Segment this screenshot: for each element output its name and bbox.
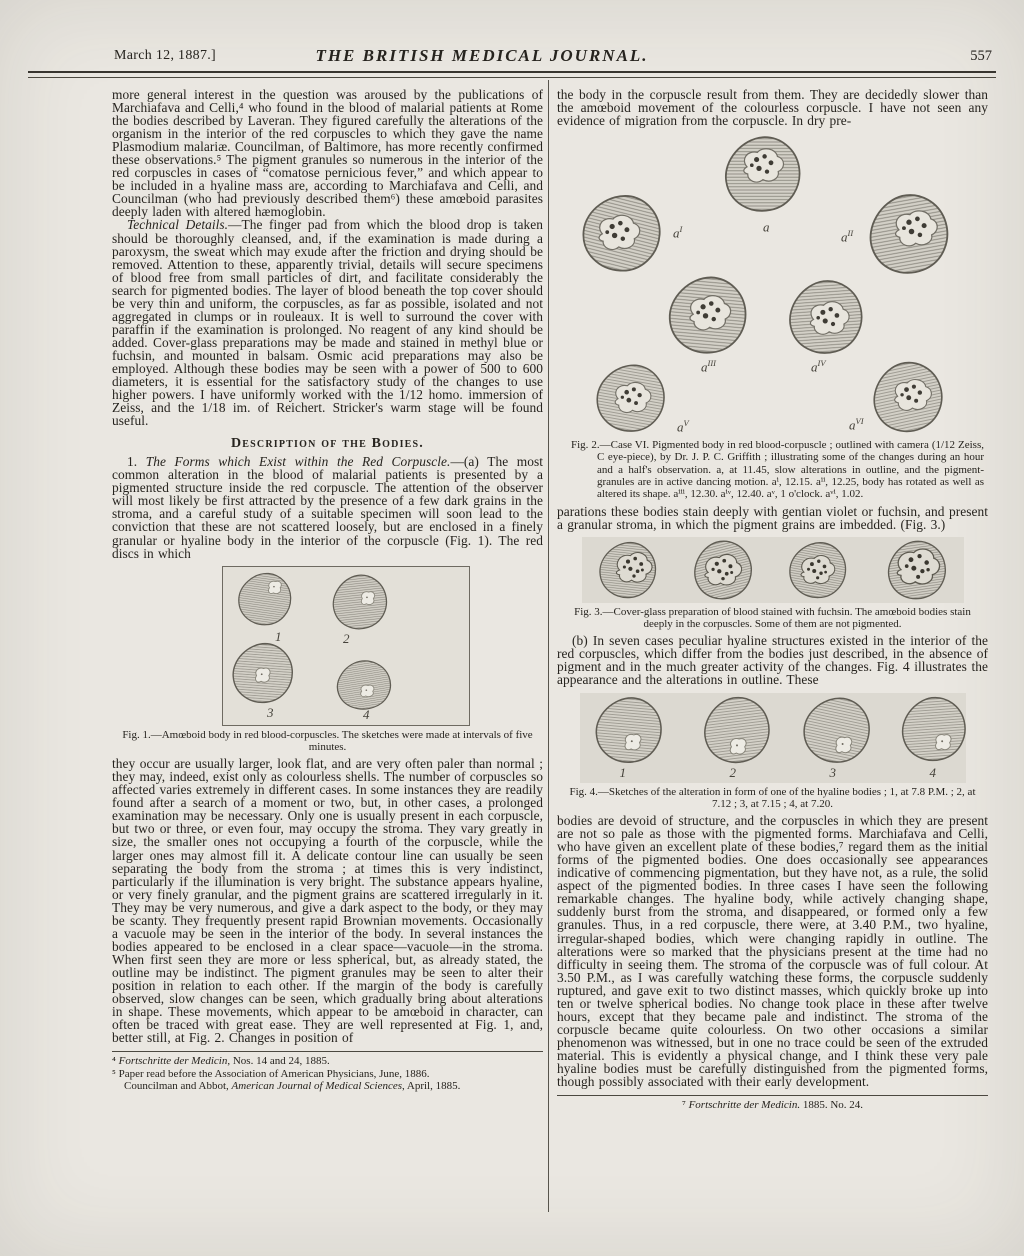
corpuscle-drawing <box>787 278 865 356</box>
figure-3-caption: Fig. 3.—Cover-glass preparation of blood stained with fuchsin. The amœboid bodies stain deeply in the corpuscles. Some of them are not pigmented. <box>574 605 971 631</box>
header-date: March 12, 1887.] <box>114 48 216 63</box>
figure-4-label: 2 <box>729 764 736 780</box>
left-column <box>112 88 543 1093</box>
figure-2-caption: Fig. 2.—Case VI. Pigmented body in red blood-corpuscle ; outlined with camera (1/12 Zeiss, C eye-piece), by Dr. J. P. C. Griffith ; illustrating some of the changes during an hour and a half's observation. a, at 11.45, slow alterations in outline, and the pigment-granules are in active dancing motion. aⁱ, 12.15. aⁱⁱ, 12.25, body has rotated as well as altered its shape. aⁱⁱⁱ, 12.30. aⁱᵛ, 12.40. aᵛ, 1 o'clock. aᵛⁱ, 1.02. <box>571 439 984 501</box>
right-column <box>557 88 988 1112</box>
figure-4-label: 3 <box>829 764 836 780</box>
header-rule-light <box>28 77 996 78</box>
corpuscle-drawing <box>231 641 295 705</box>
corpuscle-drawing <box>702 695 772 765</box>
figure-1-label: 4 <box>363 706 370 722</box>
paragraph-lead-italic: The Forms which Exist within the Red Corpuscle. <box>145 454 451 470</box>
corpuscle-drawing <box>723 134 803 214</box>
article-paragraph: Technical Details.—The finger pad from which the blood drop is taken should be thoroughly cleansed, and, if the examination is made during a paroxysm, the sweat which may exude after the friction and drying should be removed. Attention to these, apparently trivial, details will secure specimens of blood free from small particles of dirt, and facilitate considerably the search for pigmented bodies. The layer of blood beneath the top cover should be very thin and uniform, the corpuscles, as far as possible, isolated and not aggregated in clumps or in rouleaux. It is well to surround the cover with paraffin if the examination is prolonged. No reagent of any kind should be added. Cover-glass preparations may be made and stained in methyl blue or fuchsin, and mounted in balsam. Osmic acid preparations may also be employed. Although these bodies may be seen with a power of 500 to 600 diameters, it is essential for the satisfactory study of the changes to use higher powers. I have uniformly worked with the 1/12 homo. immersion of Zeiss, and the 1/18 im. of Reichert. Stricker's warm stage will be found useful. <box>112 217 543 429</box>
corpuscle-drawing <box>595 362 667 434</box>
figure-1 <box>222 566 470 726</box>
section-heading: Description of the Bodies. <box>230 436 424 452</box>
article-paragraph: 1. The Forms which Exist within the Red Corpuscle.—(a) The most common alteration in the blood of malarial patients is presented by a pigmented structure inside the red corpuscle. The attention of the observer will most likely be first attracted by the presence of a few dark grains in the stroma, and a careful study of a suitable specimen will soon lead to the conviction that these are not scattered loosely, but are enclosed in a finely granular or hyaline body in the interior of the corpuscle (Fig. 1). The red discs in which <box>112 454 543 561</box>
header-rule-heavy <box>28 71 996 73</box>
figure-1-label: 1 <box>275 628 282 644</box>
corpuscle-drawing <box>886 539 948 601</box>
corpuscle-drawing <box>598 540 658 600</box>
article-paragraph: bodies are devoid of structure, and the corpuscles in which they are present are not so pale as those with the pigmented forms. Marchiafava and Celli, who have given an excellent plate of these bodies,⁷ regard them as the initial forms of the pigmented bodies. One does occasionally see appearances indicative of commencing pigmentation, but they have not, as a rule, the solid aspect of the pigmented bodies. In three cases I have seen the following remarkable changes. The hyaline body, while actively changing shape, suddenly burst from the stroma, and disappeared, or formed only a few granules. Thus, in a red corpuscle, there were, at 3.40 P.M., two hyaline, irregular-shaped bodies, which were changing rapidly in outline. The alterations were so marked that the physicians present at the time had no difficulty in seeing them. The stroma of the corpuscle was of full colour. At 3.50 P.M., as I was carefully watching these forms, the corpuscle suddenly ruptured, and gave exit to two distinct masses, which quickly broke up into ten or twelve spherical bodies. No change took place in these after twelve hours, except that they became pale and indistinct. The stroma of the corpuscle became quite colourless. On two other occasions a similar phenomenon was witnessed, but in one no trace could be seen of the extruded material. This is evidently a physical change, and I think these very pale hyaline bodies must be carefully distinguished from the pigmented forms, though possibly associated with their early development. <box>557 813 988 1090</box>
figure-3 <box>582 537 964 603</box>
figure-2 <box>573 134 985 434</box>
article-paragraph: the body in the corpuscle result from them. They are decidedly slower than the amœboid movement of the colourless corpuscle. I have not seen any evidence of migration from the corpuscle. In dry pre- <box>557 87 988 129</box>
corpuscle-drawing <box>788 540 848 600</box>
corpuscle-drawing <box>335 659 393 711</box>
corpuscle-drawing <box>692 539 754 601</box>
figure-1-label: 3 <box>267 704 274 720</box>
corpuscle-drawing <box>871 360 945 434</box>
paragraph-lead-italic: Technical Details. <box>127 217 229 233</box>
footnote: Councilman and Abbot, American Journal of Medical Sciences, April, 1885. <box>124 1080 461 1093</box>
corpuscle-drawing <box>867 192 951 276</box>
figure-4-label: 1 <box>619 764 626 780</box>
footnote-rule <box>112 1051 543 1052</box>
figure-4-caption: Fig. 4.—Sketches of the alteration in form of one of the hyaline bodies ; 1, at 7.8 P.M. ; 2, at 7.12 ; 3, at 7.15 ; 4, at 7.20. <box>569 785 976 810</box>
journal-title: THE BRITISH MEDICAL JOURNAL. <box>315 46 649 65</box>
corpuscle-drawing <box>581 192 663 274</box>
footnote: ⁵ Paper read before the Association of American Physicians, June, 1886. <box>112 1067 430 1080</box>
page-number: 557 <box>970 48 992 64</box>
figure-2-label: a <box>763 219 770 235</box>
corpuscle-drawing <box>594 695 664 765</box>
corpuscle-drawing <box>900 695 968 763</box>
figure-2-label: $a^{IV}$ <box>811 358 826 375</box>
figure-1-caption: Fig. 1.—Amœboid body in red blood-corpuscles. The sketches were made at intervals of five minutes. <box>122 728 533 753</box>
corpuscle-drawing <box>802 695 872 765</box>
column-divider <box>548 80 549 1212</box>
figure-1-label: 2 <box>343 630 350 646</box>
figure-2-label: $a^I$ <box>673 224 683 241</box>
corpuscle-drawing <box>237 571 293 627</box>
figure-2-label: $a^{VI}$ <box>849 416 864 433</box>
figure-2-label: $a^{II}$ <box>841 228 854 245</box>
footnote: ⁷ Fortschritte der Medicin. 1885. No. 24. <box>681 1099 864 1112</box>
corpuscle-drawing <box>331 573 389 631</box>
article-paragraph: they occur are usually larger, look flat, and are very often paler than normal ; they may, indeed, exist only as colourless shells. The number of corpuscles so affected varies extremely in different cases. In some instances they are readily found after a search of a moment or two, but, in other cases, a prolonged examination may be necessary. Only one is usually present in each corpuscle, but two or three, or even four, may occupy the stroma. They vary greatly in size, the smaller ones not occupying a fourth of the corpuscle, while the larger ones may almost fill it. A delicate contour line can usually be seen separating the body from the stroma ; at times this is very indistinct, particularly if the illumination is very bright. The substance appears hyaline, or very finely granular, and the pigment grains are scattered irregularly in it. They may be very numerous, and give a dark aspect to the body, or they may be scanty. They frequently present rapid Brownian movements. Occasionally a vacuole may be seen in the interior of the body. In several instances the bodies appeared to be enclosed in a clear space—vacuole—in the stroma. When first seen they are more or less spherical, but, as already stated, the outline may be indistinct. The pigment granules may be seen to alter their position in relation to each other. If the margin of the body is carefully observed, slow changes can be seen, which gradually bring about alterations in shape. These movements, which appear to be amœboid in character, can often be traced with great ease. They are well represented at Fig. 1, and, better still, at Fig. 2. Changes in position of <box>112 756 543 1046</box>
footnote: ⁴ Fortschritte der Medicin, Nos. 14 and 24, 1885. <box>112 1055 330 1068</box>
figure-4 <box>580 693 966 783</box>
corpuscle-drawing <box>667 274 749 356</box>
article-paragraph: parations these bodies stain deeply with gentian violet or fuchsin, and present a granular stroma, in which the pigment grains are imbedded. (Fig. 3.) <box>557 503 988 532</box>
footnote-rule <box>557 1095 988 1096</box>
article-paragraph: more general interest in the question was aroused by the publications of Marchiafava and Celli,⁴ who found in the blood of malarial patients at Rome the bodies described by Laveran. They figured carefully the alterations of the organism in the interior of the red corpuscles to which they gave the name Plasmodium malariæ. Councilman, of Baltimore, has more recently confirmed these observations.⁵ The pigment granules so numerous in the interior of the red corpuscles in cases of “comatose pernicious fever,” and which appear to be included in a hyaline mass are, according to Marchiafava and Celli, and Councilman (who had previously described them⁶) these amœboid parasites deeply laden with altered hæmoglobin. <box>112 87 543 220</box>
article-paragraph: (b) In seven cases peculiar hyaline structures existed in the interior of the red corpuscles, which differ from the bodies just described, in the absence of pigment and in the much greater activity of the changes. Fig. 4 illustrates the appearance and the alterations in outline. These <box>557 633 988 688</box>
figure-4-label: 4 <box>929 764 936 780</box>
figure-2-label: $a^{III}$ <box>701 358 716 375</box>
figure-2-label: $a^V$ <box>677 418 689 435</box>
